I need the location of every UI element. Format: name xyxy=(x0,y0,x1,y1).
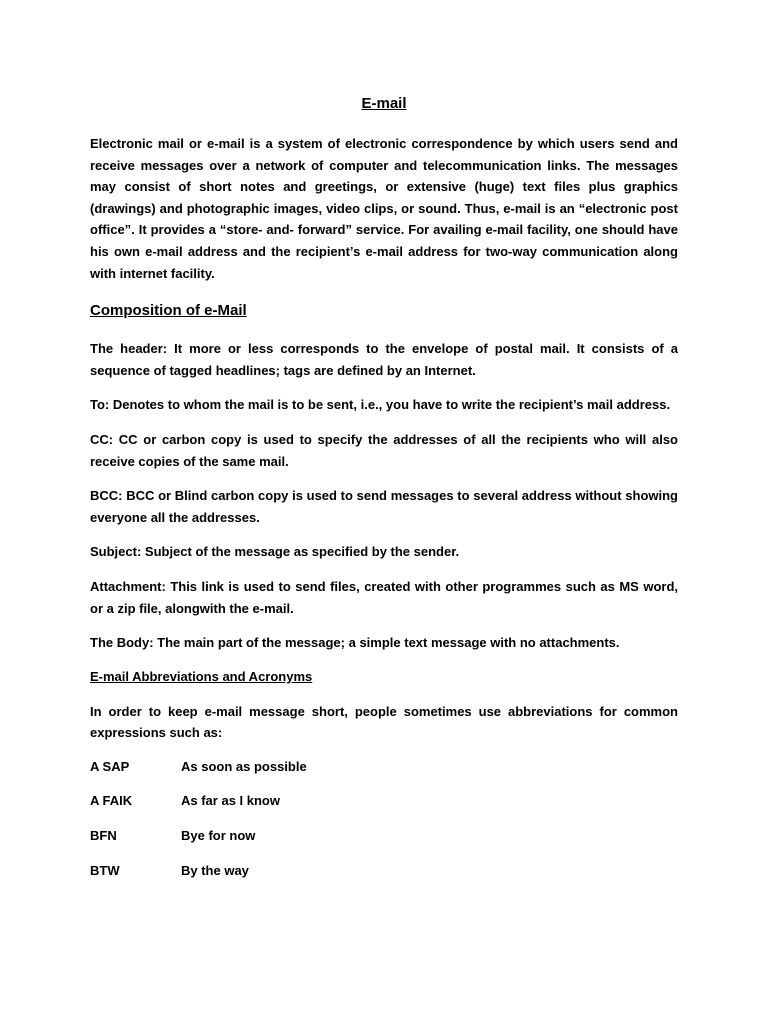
abbreviation-term: A FAIK xyxy=(90,793,133,809)
document-content xyxy=(90,93,678,895)
subject-paragraph: Subject: Subject of the message as specified by the sender. xyxy=(90,544,460,560)
abbreviation-row xyxy=(90,861,678,881)
header-paragraph: The header: It more or less corresponds to the envelope of postal mail. It consists of a sequence of tagged headlines; tags are defined by an Internet. xyxy=(90,341,678,378)
abbreviations-intro: In order to keep e-mail message short, people sometimes use abbreviations for common expressions such as: xyxy=(90,703,678,741)
abbreviation-row xyxy=(90,791,678,811)
abbreviation-meaning: Bye for now xyxy=(181,828,256,844)
abbreviations-heading: E-mail Abbreviations and Acronyms xyxy=(90,668,313,684)
abbreviation-meaning: By the way xyxy=(181,862,249,878)
body-paragraph: The Body: The main part of the message; a simple text message with no attachments. xyxy=(90,635,620,651)
cc-paragraph: CC: CC or carbon copy is used to specify the addresses of all the recipients who will also receive copies of the same mail. xyxy=(90,431,678,469)
page-title: E-mail xyxy=(361,95,407,112)
abbreviation-term: BTW xyxy=(90,862,120,878)
attachment-paragraph: Attachment: This link is used to send files, created with other programmes such as MS word, or a zip file, alongwith the e-mail. xyxy=(90,578,678,616)
abbreviation-term: BFN xyxy=(90,828,117,844)
abbreviation-term: A SAP xyxy=(90,758,130,774)
composition-heading: Composition of e-Mail xyxy=(90,302,247,320)
to-paragraph: To: Denotes to whom the mail is to be sent, i.e., you have to write the recipient’s mail address. xyxy=(90,397,671,413)
abbreviation-meaning: As soon as possible xyxy=(181,758,307,774)
abbreviation-meaning: As far as I know xyxy=(181,793,280,809)
abbreviation-row xyxy=(90,757,678,777)
bcc-paragraph: BCC: BCC or Blind carbon copy is used to send messages to several address without showing everyone all the addresses. xyxy=(90,488,678,525)
abbreviation-row xyxy=(90,826,678,846)
intro-paragraph: Electronic mail or e-mail is a system of electronic correspondence by which users send and receive messages over a network of computer and telecommunication links. The messages may consist of short notes and greetings, or extensive (huge) text files plus graphics (drawings) and photographic images, video clips, or sound. Thus, e-mail is an “electronic post office”. It provides a “store- and- forward” service. For availing e-mail facility, one should have his own e-mail address and the recipient’s e-mail address for two-way communication along with internet facility. xyxy=(90,136,678,281)
